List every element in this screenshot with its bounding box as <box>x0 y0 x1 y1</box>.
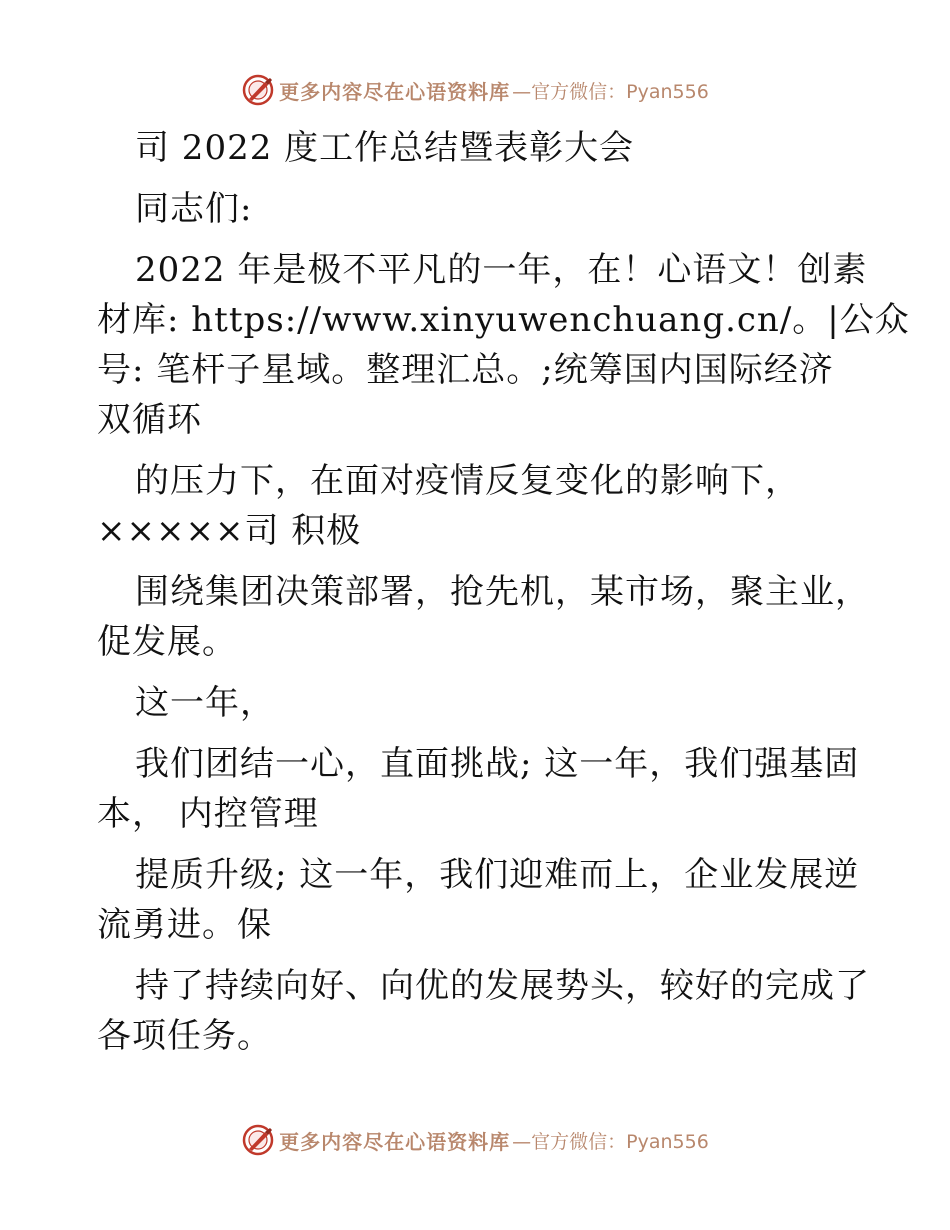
doc-line: 持了持续向好、向优的发展势头，较好的完成了 <box>135 966 870 1006</box>
watermark-contact: —官方微信：Pyan556 <box>512 1130 709 1153</box>
doc-line: 双循环 <box>97 400 202 440</box>
pen-nib-logo-icon <box>241 1123 275 1157</box>
doc-line: 2022 年是极不平凡的一年，在！心语文！创素 <box>135 250 868 290</box>
pen-nib-logo-icon <box>241 73 275 107</box>
doc-line: 我们团结一心，直面挑战; 这一年，我们强基固 <box>135 744 860 784</box>
doc-line: 提质升级; 这一年，我们迎难而上，企业发展逆 <box>135 855 860 895</box>
watermark-title: 更多内容尽在心语资料库 <box>279 1129 511 1154</box>
doc-line: 本， 内控管理 <box>97 794 319 834</box>
doc-title: 司 2022 度工作总结暨表彰大会 <box>135 128 635 168</box>
doc-line: 流勇进。保 <box>97 905 272 945</box>
doc-line: 这一年， <box>135 683 275 723</box>
watermark-title: 更多内容尽在心语资料库 <box>279 79 511 104</box>
doc-line: 的压力下，在面对疫情反复变化的影响下， <box>135 461 800 501</box>
header-watermark <box>0 70 950 110</box>
doc-line: 围绕集团决策部署，抢先机，某市场，聚主业， <box>135 572 870 612</box>
doc-line: 各项任务。 <box>97 1016 272 1056</box>
doc-line: 同志们: <box>135 189 253 229</box>
doc-line: ×××××司 积极 <box>97 511 362 551</box>
doc-line: 材库: https://www.xinyuwenchuang.cn/。|公众 <box>97 300 910 340</box>
doc-line: 促发展。 <box>97 622 237 662</box>
footer-watermark <box>0 1120 950 1160</box>
document-body <box>97 123 910 1061</box>
watermark-contact: —官方微信：Pyan556 <box>512 80 709 103</box>
doc-line: 号: 笔杆子星域。整理汇总。;统筹国内国际经济 <box>97 350 834 390</box>
